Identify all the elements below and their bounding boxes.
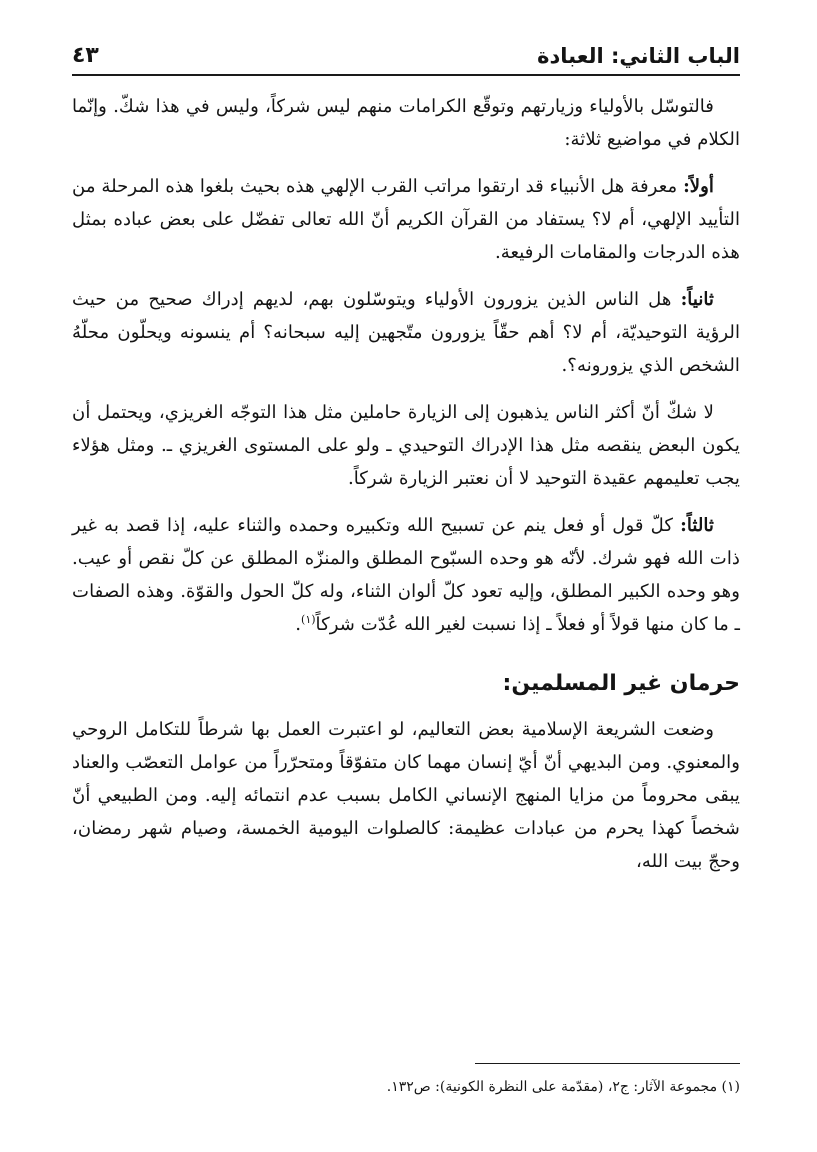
paragraph-text: كلّ قول أو فعل ينم عن تسبيح الله وتكبيره وحمده والثناء عليه، إذا قصد به غير ذات الله فهو شرك. لأنّه هو وحده السبّوح المطلق والمنزّه المطلق عن كلّ نقص أو عيب. وهو وحده الكبير المطلق، وإليه تعود كلّ ألوان الثناء، وله كلّ الحول والقوّة. وهذه الصفات ـ ما كان منها قولاً أو فعلاً ـ إذا نسبت لغير الله عُدّت شركاً [72,515,740,635]
paragraph-text: هل الناس الذين يزورون الأولياء ويتوسّلون بهم، لديهم إدراك صحيح من حيث الرؤية التوحيديّة، أم لا؟ أهم حقّاً يزورون متّجهين إليه سبحانه؟ أم ينسونه ويحلّون محلّهُ الشخص الذي يزورونه؟. [72,289,740,376]
footnote-area [72,1063,740,1098]
footnote-reference: (١) [301,612,316,626]
paragraph-lead: أولاً: [683,176,714,197]
page-number: ٤٣ [72,43,99,68]
paragraph-text: وضعت الشريعة الإسلامية بعض التعاليم، لو اعتبرت العمل بها شرطاً للتكامل الروحي والمعنوي. ومن البديهي أنّ أيّ إنسان مهما كان متفوّقاً ومتحرّراً من عوامل التعصّب والعناد يبقى محروماً من مزايا المنهج الإنساني الكامل بسبب عدم انتمائه إليه. ومن الطبيعي أنّ شخصاً كهذا يحرم من عبادات عظيمة: كالصلوات اليومية الخمسة، وصيام شهر رمضان، وحجّ بيت الله، [72,719,740,872]
running-header [72,24,740,68]
paragraph-intro [72,90,740,156]
book-page [72,24,740,1134]
paragraph-doubt [72,396,740,495]
running-title: الباب الثاني: العبادة [537,44,740,68]
paragraph-third: ثالثاً: كلّ قول أو فعل ينم عن تسبيح الله وتكبيره وحمده والثناء عليه، إذا قصد به غير ذات الله فهو شرك. لأنّه هو وحده السبّوح المطلق والمنزّه المطلق عن كلّ نقص أو عيب. وهو وحده الكبير المطلق، وإليه تعود كلّ ألوان الثناء، وله كلّ الحول والقوّة. وهذه الصفات ـ ما كان منها قولاً أو فعلاً ـ إذا نسبت لغير الله عُدّت شركاً$^{(١)}$. [72,515,740,635]
footnote-rule [475,1063,740,1064]
paragraph-first [72,170,740,269]
paragraph-text: لا شكّ أنّ أكثر الناس يذهبون إلى الزيارة حاملين مثل هذا التوجّه الغريزي، ويحتمل أن يكون البعض ينقصه مثل هذا الإدراك التوحيدي ـ ولو على المستوى الغريزي ـ. ومثل هؤلاء يجب تعليمهم عقيدة التوحيد لا أن نعتبر الزيارة شركاً. [72,402,740,489]
paragraph-lead: ثانياً: [680,289,714,310]
section-paragraph [72,713,740,878]
footnote-text: (١) مجموعة الآثار: ج٢، (مقدّمة على النظرة الكونية): ص١٣٢. [386,1079,740,1095]
paragraph-text: معرفة هل الأنبياء قد ارتقوا مراتب القرب الإلهي هذه بحيث بلغوا هذه المرحلة من التأييد الإلهي، أم لا؟ يستفاد من القرآن الكريم أنّ الله تعالى تفضّل على بعض عباده بمثل هذه الدرجات والمقامات الرفيعة. [72,176,740,263]
paragraph-second [72,283,740,382]
paragraph-lead: ثالثاً: [680,515,714,536]
section-heading: حرمان غير المسلمين: [502,671,740,696]
paragraph-text: فالتوسّل بالأولياء وزيارتهم وتوقّع الكرامات منهم ليس شركاً، وليس في هذا شكّ. وإنّما الكلام في مواضيع ثلاثة: [72,96,740,150]
header-rule [72,74,740,76]
body-text [72,90,740,878]
